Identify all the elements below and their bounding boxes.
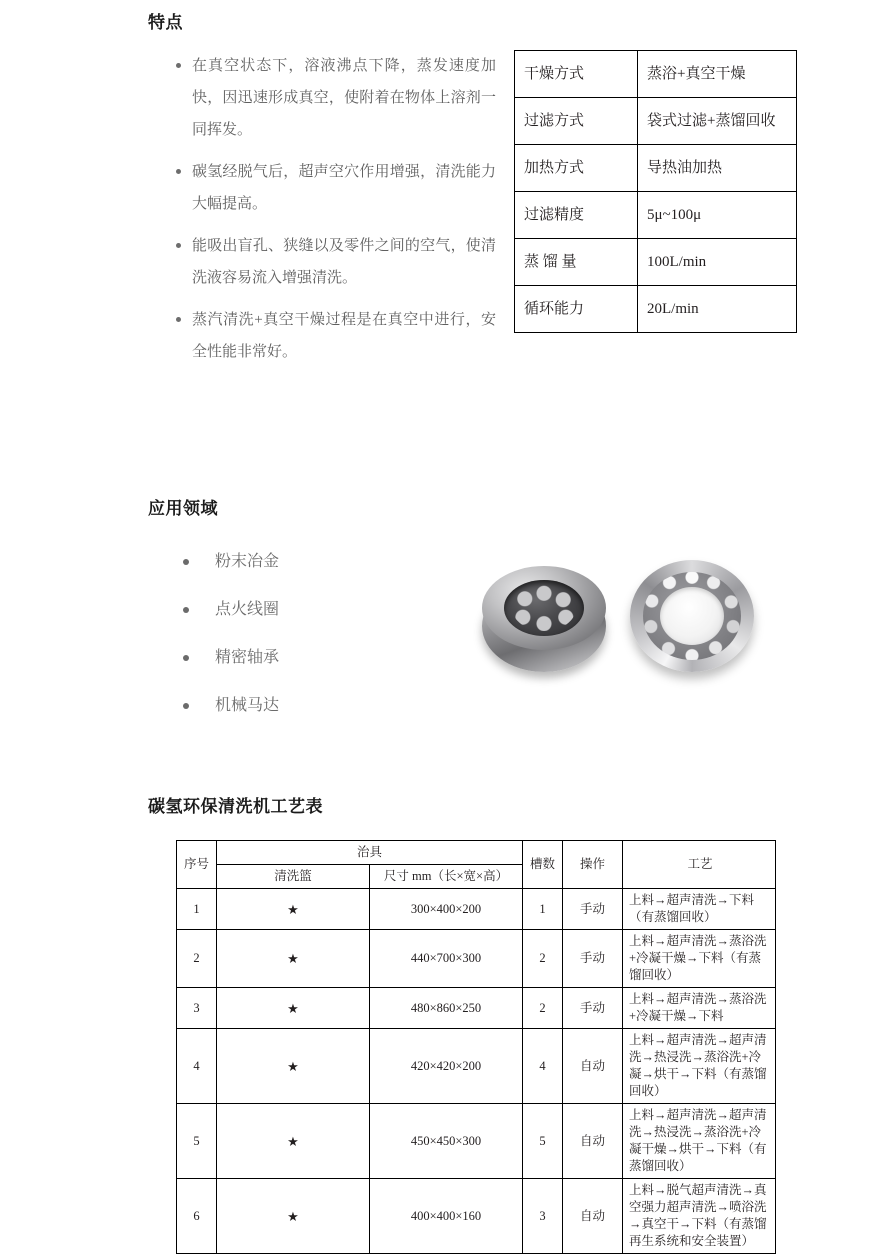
cell-basket: ★: [217, 930, 370, 988]
table-row: [177, 988, 776, 1029]
spec-key: 蒸 馏 量: [515, 239, 638, 286]
feature-item: [176, 230, 496, 294]
cell-process: 上料→脱气超声清洗→真空强力超声清洗→喷浴洗→真空干→下料（有蒸馏再生系统和安全装置）: [623, 1179, 776, 1254]
feature-item: [176, 304, 496, 368]
bullet-dot-icon: [176, 243, 181, 248]
cell-size: 300×400×200: [370, 889, 523, 930]
table-row: [515, 145, 797, 192]
cell-seq: 1: [177, 889, 217, 930]
cell-operation: 自动: [563, 1179, 623, 1254]
specification-table: [514, 50, 797, 333]
cell-operation: 手动: [563, 889, 623, 930]
table-row: [515, 192, 797, 239]
cell-basket: ★: [217, 889, 370, 930]
cell-slots: 4: [523, 1029, 563, 1104]
cell-size: 450×450×300: [370, 1104, 523, 1179]
spec-key: 过滤方式: [515, 98, 638, 145]
feature-text: 在真空状态下，溶液沸点下降，蒸发速度加快，因迅速形成真空，使附着在物体上溶剂一同挥发。: [192, 58, 496, 138]
table-row: [515, 239, 797, 286]
spec-key: 干燥方式: [515, 51, 638, 98]
spec-key: 过滤精度: [515, 192, 638, 239]
cell-process: 上料→超声清洗→超声清洗→热浸洗→蒸浴洗+冷凝干燥→烘干→下料（有蒸馏回收）: [623, 1104, 776, 1179]
table-row: [515, 286, 797, 333]
bullet-dot-icon: [176, 63, 181, 68]
cell-seq: 5: [177, 1104, 217, 1179]
cell-basket: ★: [217, 1029, 370, 1104]
feature-text: 蒸汽清洗+真空干燥过程是在真空中进行，安全性能非常好。: [192, 312, 496, 360]
rotor-lobes: [512, 585, 576, 631]
applications-list: [178, 538, 378, 730]
cell-size: 480×860×250: [370, 988, 523, 1029]
cell-slots: 2: [523, 988, 563, 1029]
column-header-size: 尺寸 mm（长×宽×高）: [370, 865, 523, 889]
spec-value: 20L/min: [638, 286, 797, 333]
bearing-bore: [660, 587, 724, 645]
column-header-fixture: 治具: [217, 841, 523, 865]
cell-operation: 手动: [563, 988, 623, 1029]
bullet-dot-icon: [183, 607, 189, 613]
spec-value: 袋式过滤+蒸馏回收: [638, 98, 797, 145]
page-title-features: 特点: [148, 13, 183, 32]
cell-operation: 手动: [563, 930, 623, 988]
rotor-gear-image: [482, 566, 606, 676]
feature-text: 碳氢经脱气后，超声空穴作用增强，清洗能力大幅提高。: [192, 164, 496, 212]
cell-basket: ★: [217, 988, 370, 1029]
cell-operation: 自动: [563, 1104, 623, 1179]
cell-size: 440×700×300: [370, 930, 523, 988]
spec-key: 循环能力: [515, 286, 638, 333]
cell-seq: 2: [177, 930, 217, 988]
list-item: [178, 634, 378, 682]
table-row: [177, 889, 776, 930]
product-photo-group: [470, 556, 770, 696]
cell-size: 400×400×160: [370, 1179, 523, 1254]
list-item: [178, 682, 378, 730]
cell-slots: 3: [523, 1179, 563, 1254]
spec-value: 导热油加热: [638, 145, 797, 192]
application-label: 精密轴承: [215, 649, 280, 666]
list-item: [178, 586, 378, 634]
bullet-dot-icon: [176, 317, 181, 322]
cell-process: 上料→超声清洗→蒸浴洗+冷凝干燥→下料: [623, 988, 776, 1029]
spec-value: 100L/min: [638, 239, 797, 286]
bullet-dot-icon: [183, 655, 189, 661]
cell-operation: 自动: [563, 1029, 623, 1104]
table-row: [515, 98, 797, 145]
cell-seq: 3: [177, 988, 217, 1029]
cell-slots: 1: [523, 889, 563, 930]
features-list: [176, 50, 496, 378]
feature-item: [176, 50, 496, 146]
spec-value: 蒸浴+真空干燥: [638, 51, 797, 98]
spec-key: 加热方式: [515, 145, 638, 192]
ball-bearing-image: [630, 560, 754, 676]
cell-size: 420×420×200: [370, 1029, 523, 1104]
cell-process: 上料→超声清洗→下料（有蒸馏回收）: [623, 889, 776, 930]
page-title-process: 碳氢环保清洗机工艺表: [148, 797, 323, 816]
cell-process: 上料→超声清洗→蒸浴洗+冷凝干燥→下料（有蒸馏回收）: [623, 930, 776, 988]
cell-process: 上料→超声清洗→超声清洗→热浸洗→蒸浴洗+冷凝→烘干→下料（有蒸馏回收）: [623, 1029, 776, 1104]
cell-basket: ★: [217, 1179, 370, 1254]
cell-basket: ★: [217, 1104, 370, 1179]
table-row: [515, 51, 797, 98]
application-label: 机械马达: [215, 697, 280, 714]
feature-text: 能吸出盲孔、狭缝以及零件之间的空气，使清洗液容易流入增强清洗。: [192, 238, 496, 286]
bullet-dot-icon: [183, 559, 189, 565]
feature-item: [176, 156, 496, 220]
cell-slots: 2: [523, 930, 563, 988]
column-header-basket: 清洗篮: [217, 865, 370, 889]
application-label: 点火线圈: [215, 601, 280, 618]
table-row: [177, 1104, 776, 1179]
cell-seq: 6: [177, 1179, 217, 1254]
table-row: [177, 930, 776, 988]
process-table: [176, 840, 776, 1254]
application-label: 粉末冶金: [215, 553, 280, 570]
list-item: [178, 538, 378, 586]
bullet-dot-icon: [176, 169, 181, 174]
table-header-row: [177, 841, 776, 865]
spec-value: 5μ~100μ: [638, 192, 797, 239]
column-header-process: 工艺: [623, 841, 776, 889]
cell-slots: 5: [523, 1104, 563, 1179]
column-header-slots: 槽数: [523, 841, 563, 889]
cell-seq: 4: [177, 1029, 217, 1104]
table-row: [177, 1029, 776, 1104]
page-title-applications: 应用领域: [148, 499, 218, 518]
column-header-operation: 操作: [563, 841, 623, 889]
bullet-dot-icon: [183, 703, 189, 709]
table-row: [177, 1179, 776, 1254]
column-header-seq: 序号: [177, 841, 217, 889]
